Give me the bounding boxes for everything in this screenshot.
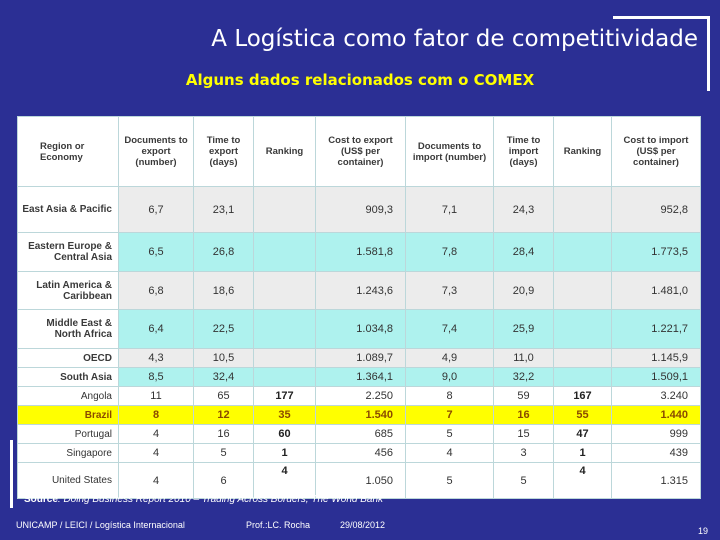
footer-institution: UNICAMP / LEICI / Logística Internacional xyxy=(16,520,185,530)
table-cell: 9,0 xyxy=(406,368,494,387)
table-cell: 2.250 xyxy=(316,387,406,406)
table-cell: 47 xyxy=(554,425,612,444)
table-cell xyxy=(554,368,612,387)
slide-title: A Logística como fator de competitividade xyxy=(211,26,698,52)
row-label: Portugal xyxy=(18,425,119,444)
table-cell: 3.240 xyxy=(612,387,701,406)
table-cell: 15 xyxy=(494,425,554,444)
table-cell: 1.540 xyxy=(316,406,406,425)
table-row xyxy=(18,233,701,272)
header-time-import: Time to import (days) xyxy=(494,117,554,187)
table-row xyxy=(18,425,701,444)
table-cell: 1.089,7 xyxy=(316,349,406,368)
table-cell: 6,8 xyxy=(119,272,194,310)
row-label: East Asia & Pacific xyxy=(18,187,119,233)
table-cell: 909,3 xyxy=(316,187,406,233)
header-time-export: Time to export (days) xyxy=(194,117,254,187)
table-cell: 20,9 xyxy=(494,272,554,310)
header-ranking-export: Ranking xyxy=(254,117,316,187)
table-cell: 26,8 xyxy=(194,233,254,272)
table-cell: 23,1 xyxy=(194,187,254,233)
source-text: : Doing Business Report 2010 – Trading Across Borders, The World Bank xyxy=(57,494,384,505)
table-cell xyxy=(554,349,612,368)
data-table-container xyxy=(17,116,700,490)
table-cell xyxy=(254,349,316,368)
table-cell: 5 xyxy=(406,425,494,444)
table-cell: 10,5 xyxy=(194,349,254,368)
table-cell: 4 xyxy=(119,425,194,444)
table-cell: 35 xyxy=(254,406,316,425)
table-cell: 28,4 xyxy=(494,233,554,272)
header-cost-import: Cost to import (US$ per container) xyxy=(612,117,701,187)
header-ranking-import: Ranking xyxy=(554,117,612,187)
table-cell: 59 xyxy=(494,387,554,406)
table-cell: 5 xyxy=(494,463,554,499)
table-cell: 167 xyxy=(554,387,612,406)
table-cell: 439 xyxy=(612,444,701,463)
row-label: Angola xyxy=(18,387,119,406)
table-cell: 24,3 xyxy=(494,187,554,233)
table-cell: 1.773,5 xyxy=(612,233,701,272)
table-cell: 55 xyxy=(554,406,612,425)
table-cell: 16 xyxy=(494,406,554,425)
table-cell: 18,6 xyxy=(194,272,254,310)
table-cell: 60 xyxy=(254,425,316,444)
table-cell xyxy=(254,272,316,310)
table-cell: 1.034,8 xyxy=(316,310,406,349)
table-cell: 1.440 xyxy=(612,406,701,425)
table-cell xyxy=(254,187,316,233)
table-cell: 8,5 xyxy=(119,368,194,387)
header-docs-export: Documents to export (number) xyxy=(119,117,194,187)
table-row xyxy=(18,406,701,425)
table-cell: 1 xyxy=(554,444,612,463)
trade-data-table xyxy=(17,116,701,499)
table-cell: 6,4 xyxy=(119,310,194,349)
table-cell: 7,1 xyxy=(406,187,494,233)
table-cell xyxy=(254,310,316,349)
table-cell: 32,4 xyxy=(194,368,254,387)
frame-left-decoration xyxy=(10,440,13,508)
table-cell xyxy=(254,233,316,272)
table-cell: 4 xyxy=(406,444,494,463)
row-label: South Asia xyxy=(18,368,119,387)
row-label: United States xyxy=(18,463,119,499)
table-cell: 5 xyxy=(406,463,494,499)
table-row xyxy=(18,444,701,463)
table-cell: 3 xyxy=(494,444,554,463)
table-cell: 4,3 xyxy=(119,349,194,368)
table-cell: 1.050 xyxy=(316,463,406,499)
table-cell: 1.243,6 xyxy=(316,272,406,310)
row-label: Brazil xyxy=(18,406,119,425)
table-cell xyxy=(254,368,316,387)
table-cell: 8 xyxy=(406,387,494,406)
page-number: 19 xyxy=(697,526,708,536)
footer-date: 29/08/2012 xyxy=(340,520,386,530)
table-cell: 7,3 xyxy=(406,272,494,310)
table-cell: 1.145,9 xyxy=(612,349,701,368)
footer-author: Prof.:LC. Rocha xyxy=(246,520,311,530)
table-cell: 7 xyxy=(406,406,494,425)
table-cell: 16 xyxy=(194,425,254,444)
row-label: Middle East & North Africa xyxy=(18,310,119,349)
table-cell: 4 xyxy=(119,463,194,499)
table-cell: 1 xyxy=(254,444,316,463)
table-cell: 1.364,1 xyxy=(316,368,406,387)
table-cell: 1.221,7 xyxy=(612,310,701,349)
table-row xyxy=(18,310,701,349)
table-row xyxy=(18,387,701,406)
header-docs-import: Documents to import (number) xyxy=(406,117,494,187)
table-cell: 4,9 xyxy=(406,349,494,368)
table-cell: 4 xyxy=(254,463,316,499)
table-cell: 22,5 xyxy=(194,310,254,349)
table-cell: 6 xyxy=(194,463,254,499)
table-cell: 6,7 xyxy=(119,187,194,233)
table-cell: 456 xyxy=(316,444,406,463)
table-cell: 4 xyxy=(119,444,194,463)
header-cost-export: Cost to export (US$ per container) xyxy=(316,117,406,187)
table-row xyxy=(18,272,701,310)
table-cell: 6,5 xyxy=(119,233,194,272)
source-label: Source xyxy=(24,494,58,505)
table-cell: 5 xyxy=(194,444,254,463)
row-label: OECD xyxy=(18,349,119,368)
table-cell: 7,4 xyxy=(406,310,494,349)
table-cell xyxy=(554,233,612,272)
table-cell: 4 xyxy=(554,463,612,499)
table-row xyxy=(18,349,701,368)
row-label: Eastern Europe & Central Asia xyxy=(18,233,119,272)
table-cell: 11,0 xyxy=(494,349,554,368)
table-cell: 1.481,0 xyxy=(612,272,701,310)
table-cell: 12 xyxy=(194,406,254,425)
table-cell: 25,9 xyxy=(494,310,554,349)
table-cell: 8 xyxy=(119,406,194,425)
table-cell: 11 xyxy=(119,387,194,406)
table-row xyxy=(18,368,701,387)
table-cell xyxy=(554,272,612,310)
header-region: Region or Economy xyxy=(18,117,119,187)
slide-subtitle: Alguns dados relacionados com o COMEX xyxy=(185,71,535,89)
table-header-row xyxy=(18,117,701,187)
table-cell xyxy=(554,187,612,233)
table-cell: 1.509,1 xyxy=(612,368,701,387)
table-cell: 7,8 xyxy=(406,233,494,272)
table-cell: 177 xyxy=(254,387,316,406)
table-cell: 1.315 xyxy=(612,463,701,499)
table-cell: 685 xyxy=(316,425,406,444)
source-note xyxy=(24,494,383,505)
table-cell: 952,8 xyxy=(612,187,701,233)
table-cell xyxy=(554,310,612,349)
table-cell: 65 xyxy=(194,387,254,406)
table-row xyxy=(18,187,701,233)
table-cell: 999 xyxy=(612,425,701,444)
row-label: Singapore xyxy=(18,444,119,463)
table-cell: 1.581,8 xyxy=(316,233,406,272)
table-cell: 32,2 xyxy=(494,368,554,387)
row-label: Latin America & Caribbean xyxy=(18,272,119,310)
